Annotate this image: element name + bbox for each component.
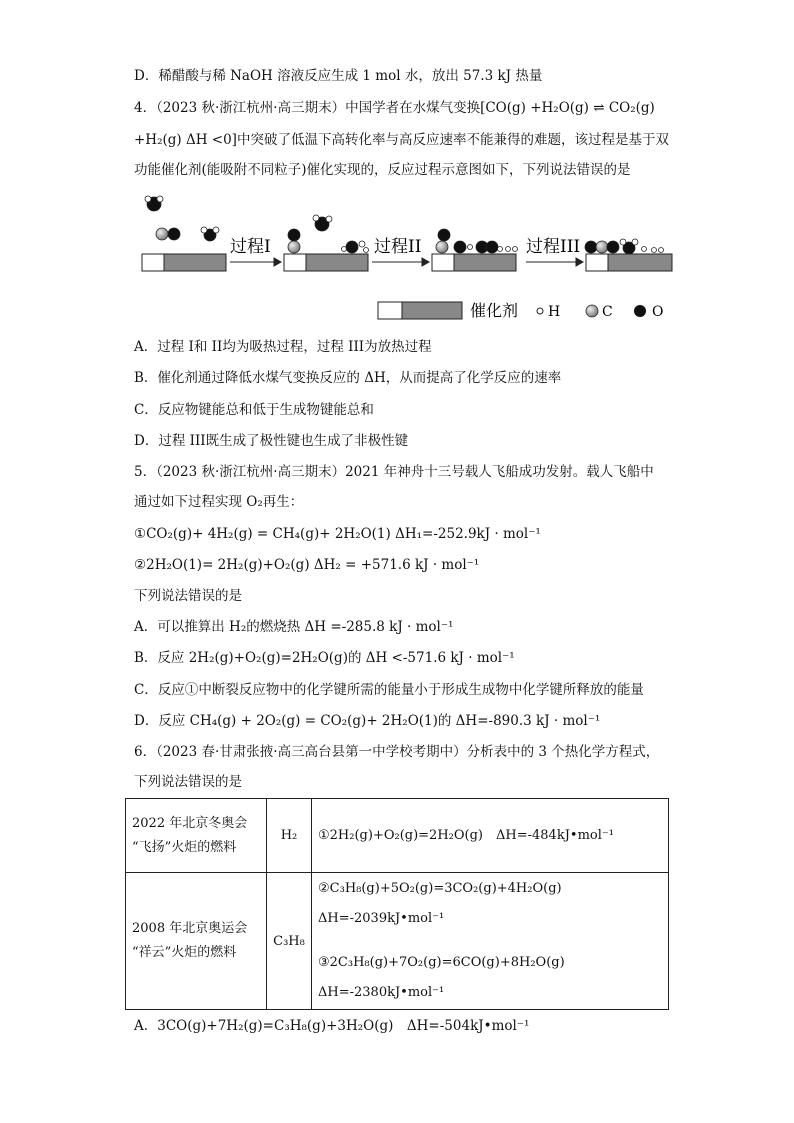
reaction-process-diagram [134,192,680,327]
table-row [126,799,669,873]
option-text: A．3CO(g)+7H₂(g)=C₃H₈(g)+3H₂O(g) ΔH=-504kJ•mol⁻¹ [134,1018,530,1034]
question-4-stem: 4．（2023 秋·浙江杭州·高三期末）中国学者在水煤气变换[CO(g) +H₂O(g) ⇌ CO₂(g) [134,100,655,116]
diagram-legend [378,301,663,320]
thermochemical-table [125,798,669,1010]
equation: ②2H₂O(1)= 2H₂(g)+O₂(g) ΔH₂ = +571.6 kJ · mol⁻¹ [134,557,480,573]
question-5-stem: 下列说法错误的是 [134,588,242,604]
option-text: D．反应 CH₄(g) + 2O₂(g) = CO₂(g)+ 2H₂O(1)的 ΔH=-890.3 kJ · mol⁻¹ [134,713,601,729]
table-cell: C₃H₈ [267,873,312,1010]
step-label: 过程III [526,237,581,257]
table-row [126,873,669,1010]
table-cell: 2022 年北京冬奥会 “飞扬”火炬的燃料 [126,799,267,873]
table-cell: H₂ [267,799,312,873]
table-cell: 2008 年北京奥运会 “祥云”火炬的燃料 [126,873,267,1010]
option-text: A．过程 I和 II均为吸热过程，过程 III为放热过程 [134,339,432,355]
step-label: 过程I [230,237,271,257]
svg-text:O: O [652,304,664,320]
question-5-stem: 5．（2023 秋·浙江杭州·高三期末）2021 年神舟十三号载人飞船成功发射。载人飞船中 [134,464,654,480]
option-text: D．过程 III既生成了极性键也生成了非极性键 [134,433,409,449]
option-text: A．可以推算出 H₂的燃烧热 ΔH =-285.8 kJ · mol⁻¹ [134,619,454,635]
equation: ①CO₂(g)+ 4H₂(g) = CH₄(g)+ 2H₂O(1) ΔH₁=-252.9kJ · mol⁻¹ [134,526,541,542]
question-6-stem: 下列说法错误的是 [134,774,242,790]
svg-text:催化剂: 催化剂 [470,301,519,320]
svg-text:C: C [602,304,613,320]
question-6-stem: 6．（2023 春·甘肃张掖·高三高台县第一中学校考期中）分析表中的 3 个热化学方程式， [134,744,660,760]
table-cell: ②C₃H₈(g)+5O₂(g)=3CO₂(g)+4H₂O(g) ΔH=-2039kJ•mol⁻¹ ③2C₃H₈(g)+7O₂(g)=6CO(g)+8H₂O(g) ΔH=-2380kJ•mol⁻¹ [312,873,669,1010]
option-text: B．反应 2H₂(g)+O₂(g)=2H₂O(g)的 ΔH <-571.6 kJ · mol⁻¹ [134,650,515,666]
question-5-stem: 通过如下过程实现 O₂再生： [134,494,304,510]
option-text: D．稀醋酸与稀 NaOH 溶液反应生成 1 mol 水，放出 57.3 kJ 热量 [134,68,543,84]
table-cell: ①2H₂(g)+O₂(g)=2H₂O(g) ΔH=-484kJ•mol⁻¹ [312,799,669,873]
option-text: C．反应①中断裂反应物中的化学键所需的能量小于形成生成物中化学键所释放的能量 [134,682,644,698]
option-text: C．反应物键能总和低于生成物键能总和 [134,402,374,418]
svg-text:H: H [548,304,561,320]
step-label: 过程II [374,237,422,257]
option-text: B．催化剂通过降低水煤气变换反应的 ΔH，从而提高了化学反应的速率 [134,370,562,386]
question-4-stem: +H₂(g) ΔH <0]中突破了低温下高转化率与高反应速率不能兼得的难题，该过程是基于双 [134,132,669,148]
question-4-stem: 功能催化剂(能吸附不同粒子)催化实现的，反应过程示意图如下，下列说法错误的是 [134,162,631,178]
